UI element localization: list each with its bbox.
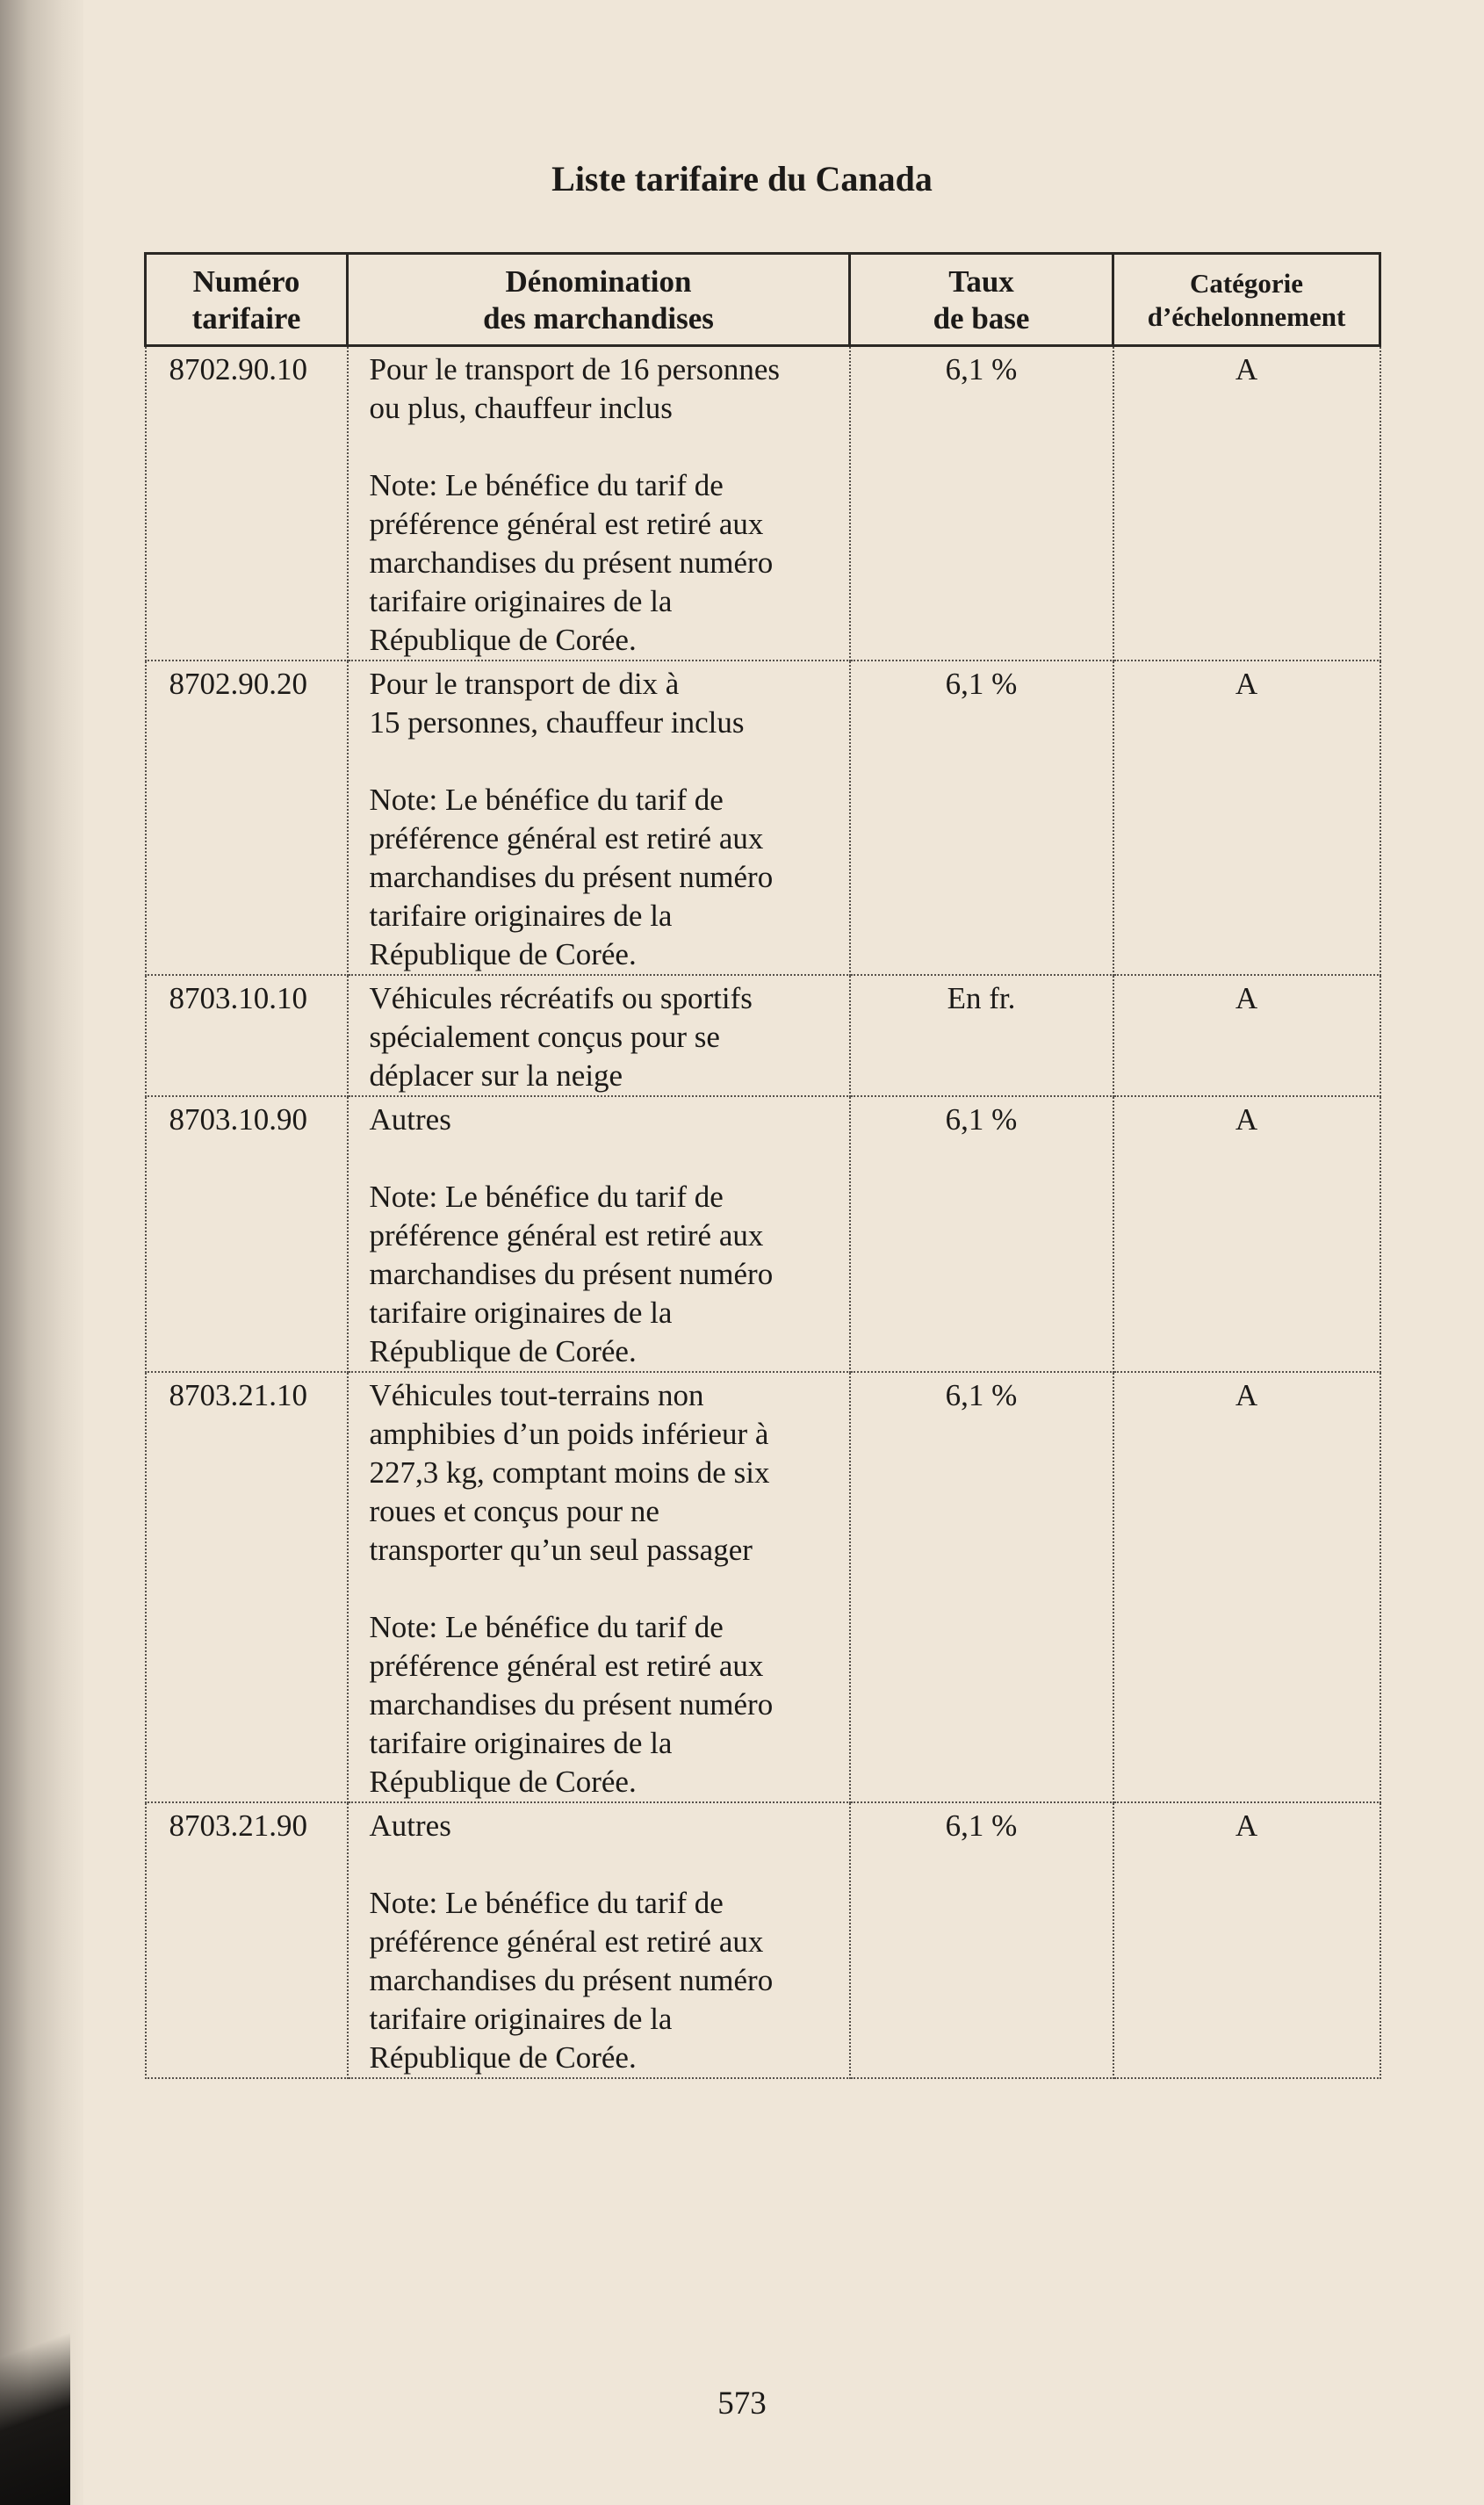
- description-line: 227,3 kg, comptant moins de six: [369, 1455, 770, 1490]
- note-line: République de Corée.: [369, 2040, 637, 2075]
- header-base-rate: Taux de base: [850, 254, 1113, 346]
- note-block: [370, 1608, 840, 1801]
- table-header: [146, 254, 1380, 346]
- note-block: [370, 1178, 840, 1371]
- note-line: préférence général est retiré aux: [369, 1218, 764, 1252]
- note-line: préférence général est retiré aux: [369, 1649, 764, 1683]
- note-line: marchandises du présent numéro: [369, 860, 774, 894]
- tariff-number: 8703.10.90: [146, 1096, 348, 1372]
- description-line: déplacer sur la neige: [369, 1058, 623, 1093]
- description-line: amphibies d’un poids inférieur à: [369, 1417, 769, 1451]
- description-line: Pour le transport de dix à: [369, 667, 680, 701]
- goods-description: [348, 661, 850, 975]
- goods-description: [348, 1802, 850, 2078]
- note-line: Note: Le bénéfice du tarif de: [369, 468, 724, 502]
- note-block: [370, 1884, 840, 2077]
- note-line: marchandises du présent numéro: [369, 1257, 774, 1291]
- page-number: 573: [717, 2386, 767, 2422]
- page-gutter-shadow: [0, 0, 83, 2505]
- note-line: marchandises du présent numéro: [369, 1687, 774, 1722]
- base-rate: 6,1 %: [850, 1802, 1113, 2078]
- header-tariff-number: Numéro tarifaire: [146, 254, 348, 346]
- note-block: [370, 466, 840, 660]
- description-line: Autres: [369, 1808, 451, 1843]
- note-line: marchandises du présent numéro: [369, 545, 774, 580]
- goods-description: [348, 975, 850, 1096]
- note-line: marchandises du présent numéro: [369, 1963, 774, 1997]
- page-title: Liste tarifaire du Canada: [551, 159, 933, 199]
- goods-description: [348, 1096, 850, 1372]
- description-line: roues et conçus pour ne: [369, 1494, 659, 1528]
- tariff-number: 8703.21.90: [146, 1802, 348, 2078]
- description-line: Pour le transport de 16 personnes: [369, 352, 781, 386]
- staging-category: A: [1113, 661, 1380, 975]
- note-line: préférence général est retiré aux: [369, 507, 764, 541]
- table-row: [146, 346, 1380, 661]
- staging-category: A: [1113, 1372, 1380, 1802]
- header-staging-category: Catégorie d’échelonnement: [1113, 254, 1380, 346]
- note-line: tarifaire originaires de la: [369, 2002, 673, 2036]
- header-description: Dénomination des marchandises: [348, 254, 850, 346]
- description-line: Véhicules récréatifs ou sportifs: [369, 981, 753, 1015]
- goods-description: [348, 346, 850, 661]
- description-line: spécialement conçus pour se: [369, 1020, 720, 1054]
- table-row: [146, 1802, 1380, 2078]
- table-row: [146, 1372, 1380, 1802]
- tariff-table: [144, 252, 1381, 2079]
- base-rate: 6,1 %: [850, 1372, 1113, 1802]
- goods-description: [348, 1372, 850, 1802]
- tariff-number: 8702.90.20: [146, 661, 348, 975]
- note-line: Note: Le bénéfice du tarif de: [369, 1180, 724, 1214]
- note-line: tarifaire originaires de la: [369, 899, 673, 933]
- note-line: République de Corée.: [369, 937, 637, 971]
- staging-category: A: [1113, 1096, 1380, 1372]
- note-line: tarifaire originaires de la: [369, 584, 673, 618]
- table-row: [146, 661, 1380, 975]
- note-line: tarifaire originaires de la: [369, 1726, 673, 1760]
- note-line: Note: Le bénéfice du tarif de: [369, 1610, 724, 1644]
- note-line: préférence général est retiré aux: [369, 1924, 764, 1959]
- description-line: Autres: [369, 1102, 451, 1137]
- base-rate: 6,1 %: [850, 346, 1113, 661]
- table-body: [146, 346, 1380, 2079]
- tariff-number: 8702.90.10: [146, 346, 348, 661]
- note-block: [370, 781, 840, 974]
- staging-category: A: [1113, 1802, 1380, 2078]
- note-line: préférence général est retiré aux: [369, 821, 764, 855]
- base-rate: 6,1 %: [850, 1096, 1113, 1372]
- table-row: [146, 1096, 1380, 1372]
- description-line: Véhicules tout-terrains non: [369, 1378, 704, 1412]
- note-line: tarifaire originaires de la: [369, 1296, 673, 1330]
- staging-category: A: [1113, 975, 1380, 1096]
- tariff-number: 8703.21.10: [146, 1372, 348, 1802]
- staging-category: A: [1113, 346, 1380, 661]
- note-line: République de Corée.: [369, 623, 637, 657]
- base-rate: 6,1 %: [850, 661, 1113, 975]
- tariff-number: 8703.10.10: [146, 975, 348, 1096]
- description-line: 15 personnes, chauffeur inclus: [369, 705, 745, 740]
- note-line: Note: Le bénéfice du tarif de: [369, 1886, 724, 1920]
- description-line: transporter qu’un seul passager: [369, 1533, 753, 1567]
- table-row: [146, 975, 1380, 1096]
- note-line: Note: Le bénéfice du tarif de: [369, 783, 724, 817]
- description-line: ou plus, chauffeur inclus: [369, 391, 673, 425]
- note-line: République de Corée.: [369, 1765, 637, 1799]
- note-line: République de Corée.: [369, 1334, 637, 1368]
- base-rate: En fr.: [850, 975, 1113, 1096]
